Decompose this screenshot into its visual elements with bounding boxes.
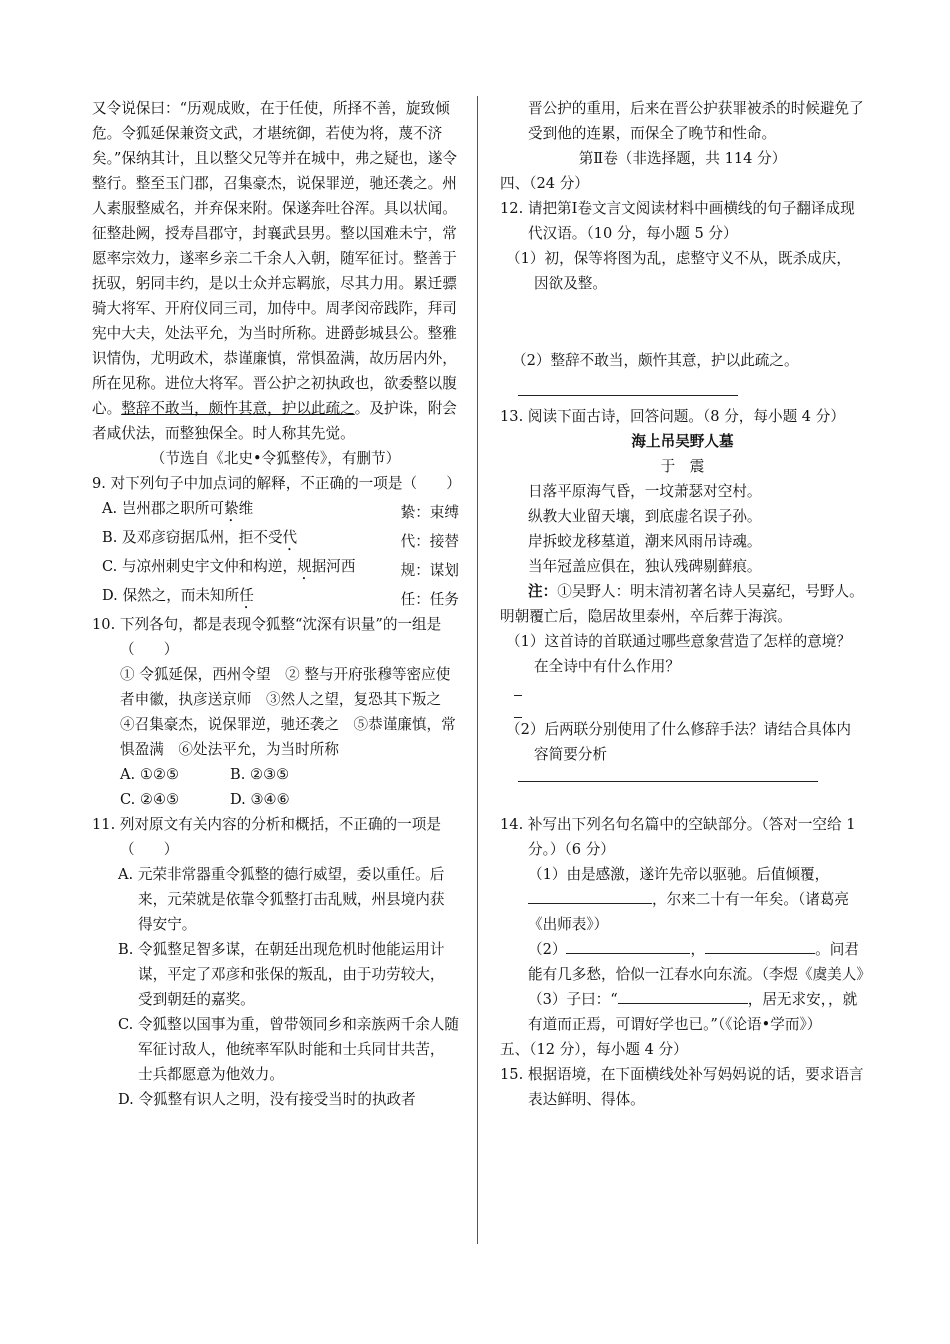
poem-title: 海上吊吴野人墓 bbox=[631, 433, 734, 450]
q12-answer-line[interactable] bbox=[518, 377, 738, 396]
q13-sub-2: （2）后两联分别使用了什么修辞手法？请结合具体内容简要分析 bbox=[506, 721, 851, 763]
passage-source: （节选自《北史•令狐整传》，有删节） bbox=[150, 450, 401, 467]
q10-options-row2: C. ②④⑤ D. ③④⑥ bbox=[120, 791, 290, 808]
part-2-title: 第Ⅱ卷（非选择题，共 114 分） bbox=[578, 150, 787, 167]
poem-line-3: 岸拆蛟龙移墓道，潮来风雨吊诗魂。 bbox=[528, 533, 762, 550]
right-column bbox=[500, 96, 871, 1112]
q12-stem: 12. 请把第Ⅰ卷文言文阅读材料中画横线的句子翻译成现代汉语。（10 分，每小题 5 分） bbox=[500, 200, 855, 242]
q14-stem: 14. 补写出下列名句名篇中的空缺部分。（答对一空给 1 分。）（6 分） bbox=[500, 816, 856, 858]
q14-blank-2[interactable] bbox=[566, 939, 690, 954]
q10-stem: 10. 下列各句，都是表现令狐整“沈深有识量”的一组是（ ） bbox=[92, 616, 442, 658]
q14-blank-1[interactable] bbox=[528, 889, 652, 904]
q13-answer-mark-1[interactable] bbox=[500, 679, 865, 701]
q13-stem: 13. 阅读下面古诗，回答问题。（8 分，每小题 4 分） bbox=[500, 408, 845, 425]
left-column bbox=[92, 96, 459, 1112]
poem-line-4: 当年冠盖应俱在，独认残碑剔藓痕。 bbox=[528, 558, 762, 575]
passage-text: 又令说保曰：“历观成败，在于任使，所择不善，旋致倾危。令狐延保兼资文武，才堪统御，若使为将，蔑不济矣。”保纳其计，且以整父兄等并在城中，弗之疑也，遂令整行。整至玉门郡，召集豪杰，说保罪逆，驰还袭之。州人素服整威名，并弃保来附。保遂奔吐谷浑。具以状闻。征整赴阙，授寿昌郡守，封襄武县男。整以国难未宁，常愿率宗效力，遂率乡亲二千余人入朝，随军征讨。整善于抚驭，躬同丰约，是以士众并忘羁旅，尽其力用。累迁骠骑大将军、开府仪同三司，加侍中。周孝闵帝践阼，拜司宪中大夫，处法平允，为当时所称。进爵彭城县公。整雅识情伪，尤明政术，恭谨廉慎，常惧盈满，故历居内外，所在见称。进位大将军。晋公护之初执政也，欲委整以腹心。整辞不敢当，颇忤其意，护以此疏之。及护诛，附会者咸伏法，而整独保全。时人称其先觉。 bbox=[92, 100, 458, 442]
section-5-heading: 五、（12 分），每小题 4 分） bbox=[500, 1041, 688, 1058]
poem-line-1: 日落平原海气昏，一坟萧瑟对空村。 bbox=[528, 483, 762, 500]
q11-option-d: D. 令狐整有识人之明，没有接受当时的执政者 bbox=[118, 1091, 416, 1108]
question-14 bbox=[500, 812, 871, 1037]
q10-options-row1: A. ①②⑤ B. ②③⑤ bbox=[120, 766, 290, 783]
section-4-heading: 四、（24 分） bbox=[500, 175, 589, 192]
q11-stem: 11. 列对原文有关内容的分析和概括，不正确的一项是（ ） bbox=[92, 816, 441, 858]
question-10 bbox=[92, 612, 459, 812]
q9-option-c: C. 与凉州刺史宇文仲和构逆，规据河西 bbox=[102, 558, 356, 575]
q12-sub-1: （1）初，保等将图为乱，虑整守义不从，既杀成庆，因欲及整。 bbox=[506, 250, 851, 292]
q9-option-a: A. 岂州郡之职所可絷维 bbox=[102, 500, 254, 517]
q13-sub-1: （1）这首诗的首联通过哪些意象营造了怎样的意境？在全诗中有什么作用？ bbox=[506, 633, 851, 675]
poem-line-2: 纵教大业留天壤，到底虚名误子孙。 bbox=[528, 508, 762, 525]
question-9 bbox=[92, 471, 459, 612]
q14-blank-3[interactable] bbox=[705, 939, 815, 954]
q9-c-gloss: 规：谋划 bbox=[92, 558, 459, 583]
q13-answer-mark-2[interactable] bbox=[500, 701, 865, 717]
q9-option-d: D. 保然之，而未知所任 bbox=[102, 587, 254, 604]
q14-sub-1: （1）由是感激，遂许先帝以驱驰。后值倾覆，，尔来二十有一年矣。（诸葛亮《出师表》） bbox=[528, 866, 850, 933]
q15-stem: 15. 根据语境，在下面横线处补写妈妈说的话，要求语言表达鲜明、得体。 bbox=[500, 1066, 864, 1108]
underlined-sentence: 整辞不敢当，颇忤其意，护以此疏之 bbox=[121, 400, 355, 417]
q14-sub-3: （3）子曰：“ ，居无求安，，就有道而正焉，可谓好学也已。”（《论语•学而》） bbox=[528, 991, 858, 1033]
poem-author: 于 震 bbox=[660, 458, 705, 475]
q9-option-b: B. 及邓彦窃据瓜州，拒不受代 bbox=[102, 529, 298, 546]
q14-sub-2: （2） ， 。问君能有几多愁，恰似一江春水向东流。（李煜《虞美人》 bbox=[528, 941, 871, 983]
q12-sub-2: （2）整辞不敢当，颇忤其意，护以此疏之。 bbox=[512, 352, 799, 369]
question-12 bbox=[500, 196, 865, 396]
q14-blank-4[interactable] bbox=[618, 989, 748, 1004]
q10-items: ① 令狐延保，西州令望 ② 整与开府张穆等密应使者申徽，执彦送京师 ③然人之望，复恐其下叛之 ④召集豪杰，说保罪逆，驰还袭之 ⑤恭谨廉慎，常惧盈满 ⑥处法平允，为当时所称 bbox=[120, 666, 456, 758]
q11-option-b: B. 令狐整足智多谋，在朝廷出现危机时他能运用计谋，平定了邓彦和张保的叛乱，由于功劳较大，受到朝廷的嘉奖。 bbox=[118, 941, 445, 1008]
q9-d-gloss: 任：任务 bbox=[92, 587, 459, 612]
question-11 bbox=[92, 812, 459, 1112]
q11-option-a: A. 元荣非常器重令狐整的德行威望，委以重任。后来，元荣就是依靠令狐整打击乱贼，州县境内获得安宁。 bbox=[118, 866, 445, 933]
q9-stem: 9. 对下列句子中加点词的解释，不正确的一项是（ ） bbox=[92, 475, 461, 492]
q9-b-gloss: 代：接替 bbox=[92, 529, 459, 554]
q11-option-d-continued: 晋公护的重用，后来在晋公护获罪被杀的时候避免了受到他的连累，而保全了晚节和性命。 bbox=[528, 100, 864, 142]
q11-option-c: C. 令狐整以国事为重，曾带领同乡和亲族两千余人随军征讨敌人，他统率军队时能和士兵同甘共苦，士兵都愿意为他效力。 bbox=[118, 1016, 459, 1083]
column-divider bbox=[477, 96, 478, 1244]
q9-a-gloss: 絷：束缚 bbox=[92, 500, 459, 525]
question-13 bbox=[500, 404, 865, 782]
poem-note: 注：①吴野人：明末清初著名诗人吴嘉纪，号野人。明朝覆亡后，隐居故里泰州，卒后葬于海滨。 bbox=[500, 583, 864, 625]
